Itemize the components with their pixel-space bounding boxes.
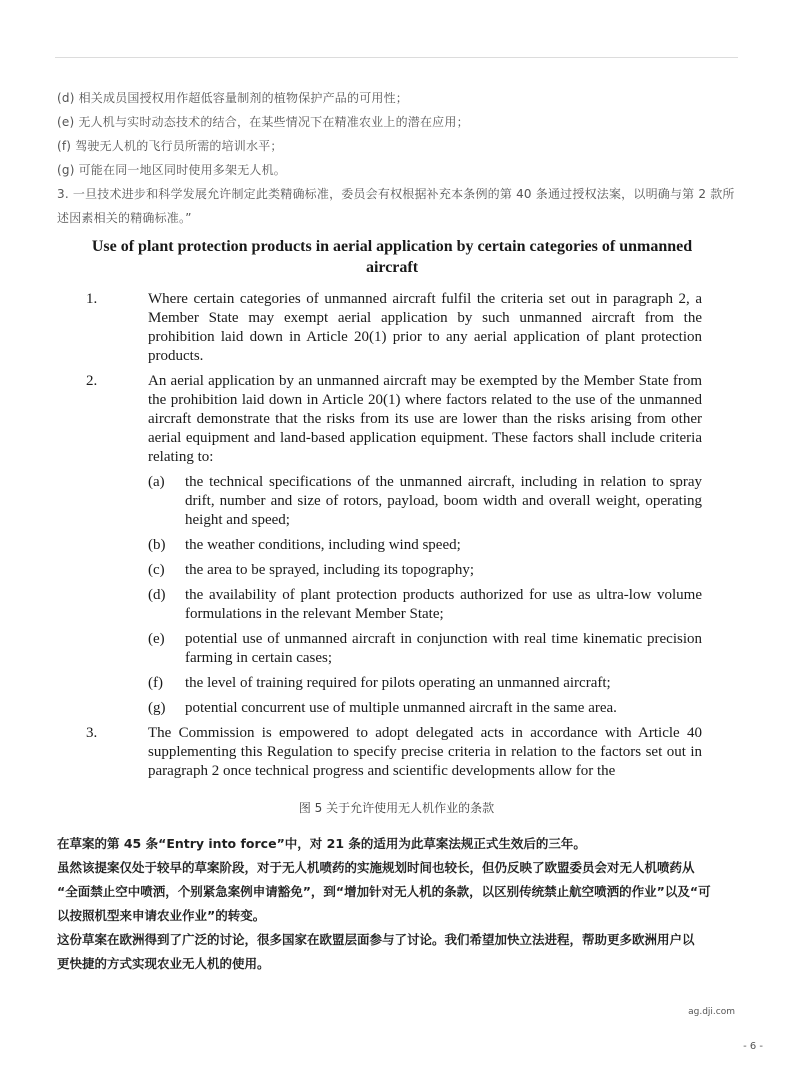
body-line: 以按照机型来申请农业作业”的转变。 <box>57 908 266 923</box>
subitem-f <box>148 674 702 693</box>
paragraph-number: 2. <box>86 373 98 389</box>
criteria-e: (e) 无人机与实时动态技术的结合，在某些情况下在精准农业上的潜在应用； <box>57 115 469 129</box>
paragraph-3 <box>82 724 702 781</box>
criteria-d: (d) 相关成员国授权用作超低容量制剂的植物保护产品的可用性； <box>57 91 408 105</box>
page-number: - 6 - <box>743 1041 763 1052</box>
subitem-b <box>148 536 702 555</box>
subitem-text: the level of training required for pilots operating an unmanned aircraft; <box>185 675 611 691</box>
paragraph-number: 1. <box>86 291 98 307</box>
body-text <box>57 832 745 976</box>
paragraph-text: An aerial application by an unmanned aircraft may be exempted by the Member State from the prohibition laid down in Article 20(1) where factors related to the use of the unmanned aircraft demonstrate that the risks from its use are lower than the risks arising from other aerial equipment and land-based application equipment. These factors shall include criteria relating to: <box>148 373 702 465</box>
body-line: 在草案的第 45 条“Entry into force”中，对 21 条的适用为此草案法规正式生效后的三年。 <box>57 836 586 851</box>
criteria-f: (f) 驾驶无人机的飞行员所需的培训水平； <box>57 139 283 153</box>
subitem-text: the weather conditions, including wind speed; <box>185 537 461 553</box>
subitem-a <box>148 473 702 530</box>
site-url: ag.dji.com <box>688 1007 735 1017</box>
figure-caption: 图 5 关于允许使用无人机作业的条款 <box>298 801 495 815</box>
subitem-text: the area to be sprayed, including its topography; <box>185 562 475 578</box>
paragraph-text: Where certain categories of unmanned aircraft fulfil the criteria set out in paragraph 2, a Member State may exempt aerial application by such unmanned aircraft from the prohibition laid down in Article 20(1) prior to any aerial application of plant protection products. <box>148 291 702 364</box>
paragraph-1 <box>82 290 702 366</box>
paragraph-number: 3. <box>86 725 98 741</box>
header-rule <box>55 57 738 58</box>
subitem-text: potential concurrent use of multiple unmanned aircraft in the same area. <box>185 700 617 716</box>
subitem-d <box>148 586 702 624</box>
body-line: “全面禁止空中喷洒，个别紧急案例申请豁免”，到“增加针对无人机的条款，以区别传统禁止航空喷洒的作业”以及“可 <box>57 884 711 899</box>
subitem-g <box>148 699 702 718</box>
subitem-label: (b) <box>148 537 166 553</box>
subitem-e <box>148 630 702 668</box>
subitem-text: potential use of unmanned aircraft in conjunction with real time kinematic precision farming in certain cases; <box>185 631 702 666</box>
excerpt-title: Use of plant protection products in aerial application by certain categories of unmanned aircraft <box>91 238 693 276</box>
regulation-excerpt-figure <box>82 236 702 789</box>
criteria-g: (g) 可能在同一地区同时使用多架无人机。 <box>57 163 286 177</box>
paragraph-text: The Commission is empowered to adopt delegated acts in accordance with Article 40 supplementing this Regulation to specify precise criteria in relation to the factors set out in paragraph 2 once technical progress and scientific developments allow for the <box>148 725 702 779</box>
article-3-paragraph: 3. 一旦技术进步和科学发展允许制定此类精确标准，委员会有权根据补充本条例的第 40 条通过授权法案，以明确与第 2 款所述因素相关的精确标准。” <box>57 187 735 225</box>
paragraph-2 <box>82 372 702 718</box>
subitem-text: the availability of plant protection products authorized for use as ultra-low volume formulations in the relevant Member State; <box>185 587 702 622</box>
subitem-label: (g) <box>148 700 166 716</box>
subitem-label: (e) <box>148 631 165 647</box>
chinese-criteria-list <box>57 86 742 230</box>
body-line: 虽然该提案仅处于较早的草案阶段，对于无人机喷药的实施规划时间也较长，但仍反映了欧盟委员会对无人机喷药从 <box>57 860 695 875</box>
subitem-label: (f) <box>148 675 163 691</box>
body-line: 更快捷的方式实现农业无人机的使用。 <box>57 956 270 971</box>
body-line: 这份草案在欧洲得到了广泛的讨论，很多国家在欧盟层面参与了讨论。我们希望加快立法进程，帮助更多欧洲用户以 <box>57 932 695 947</box>
subitem-label: (c) <box>148 562 165 578</box>
subitem-label: (a) <box>148 474 165 490</box>
subitem-c <box>148 561 702 580</box>
subitem-text: the technical specifications of the unmanned aircraft, including in relation to spray drift, number and size of rotors, payload, boom width and overall weight, operating height and speed; <box>185 474 702 528</box>
subitem-label: (d) <box>148 587 166 603</box>
